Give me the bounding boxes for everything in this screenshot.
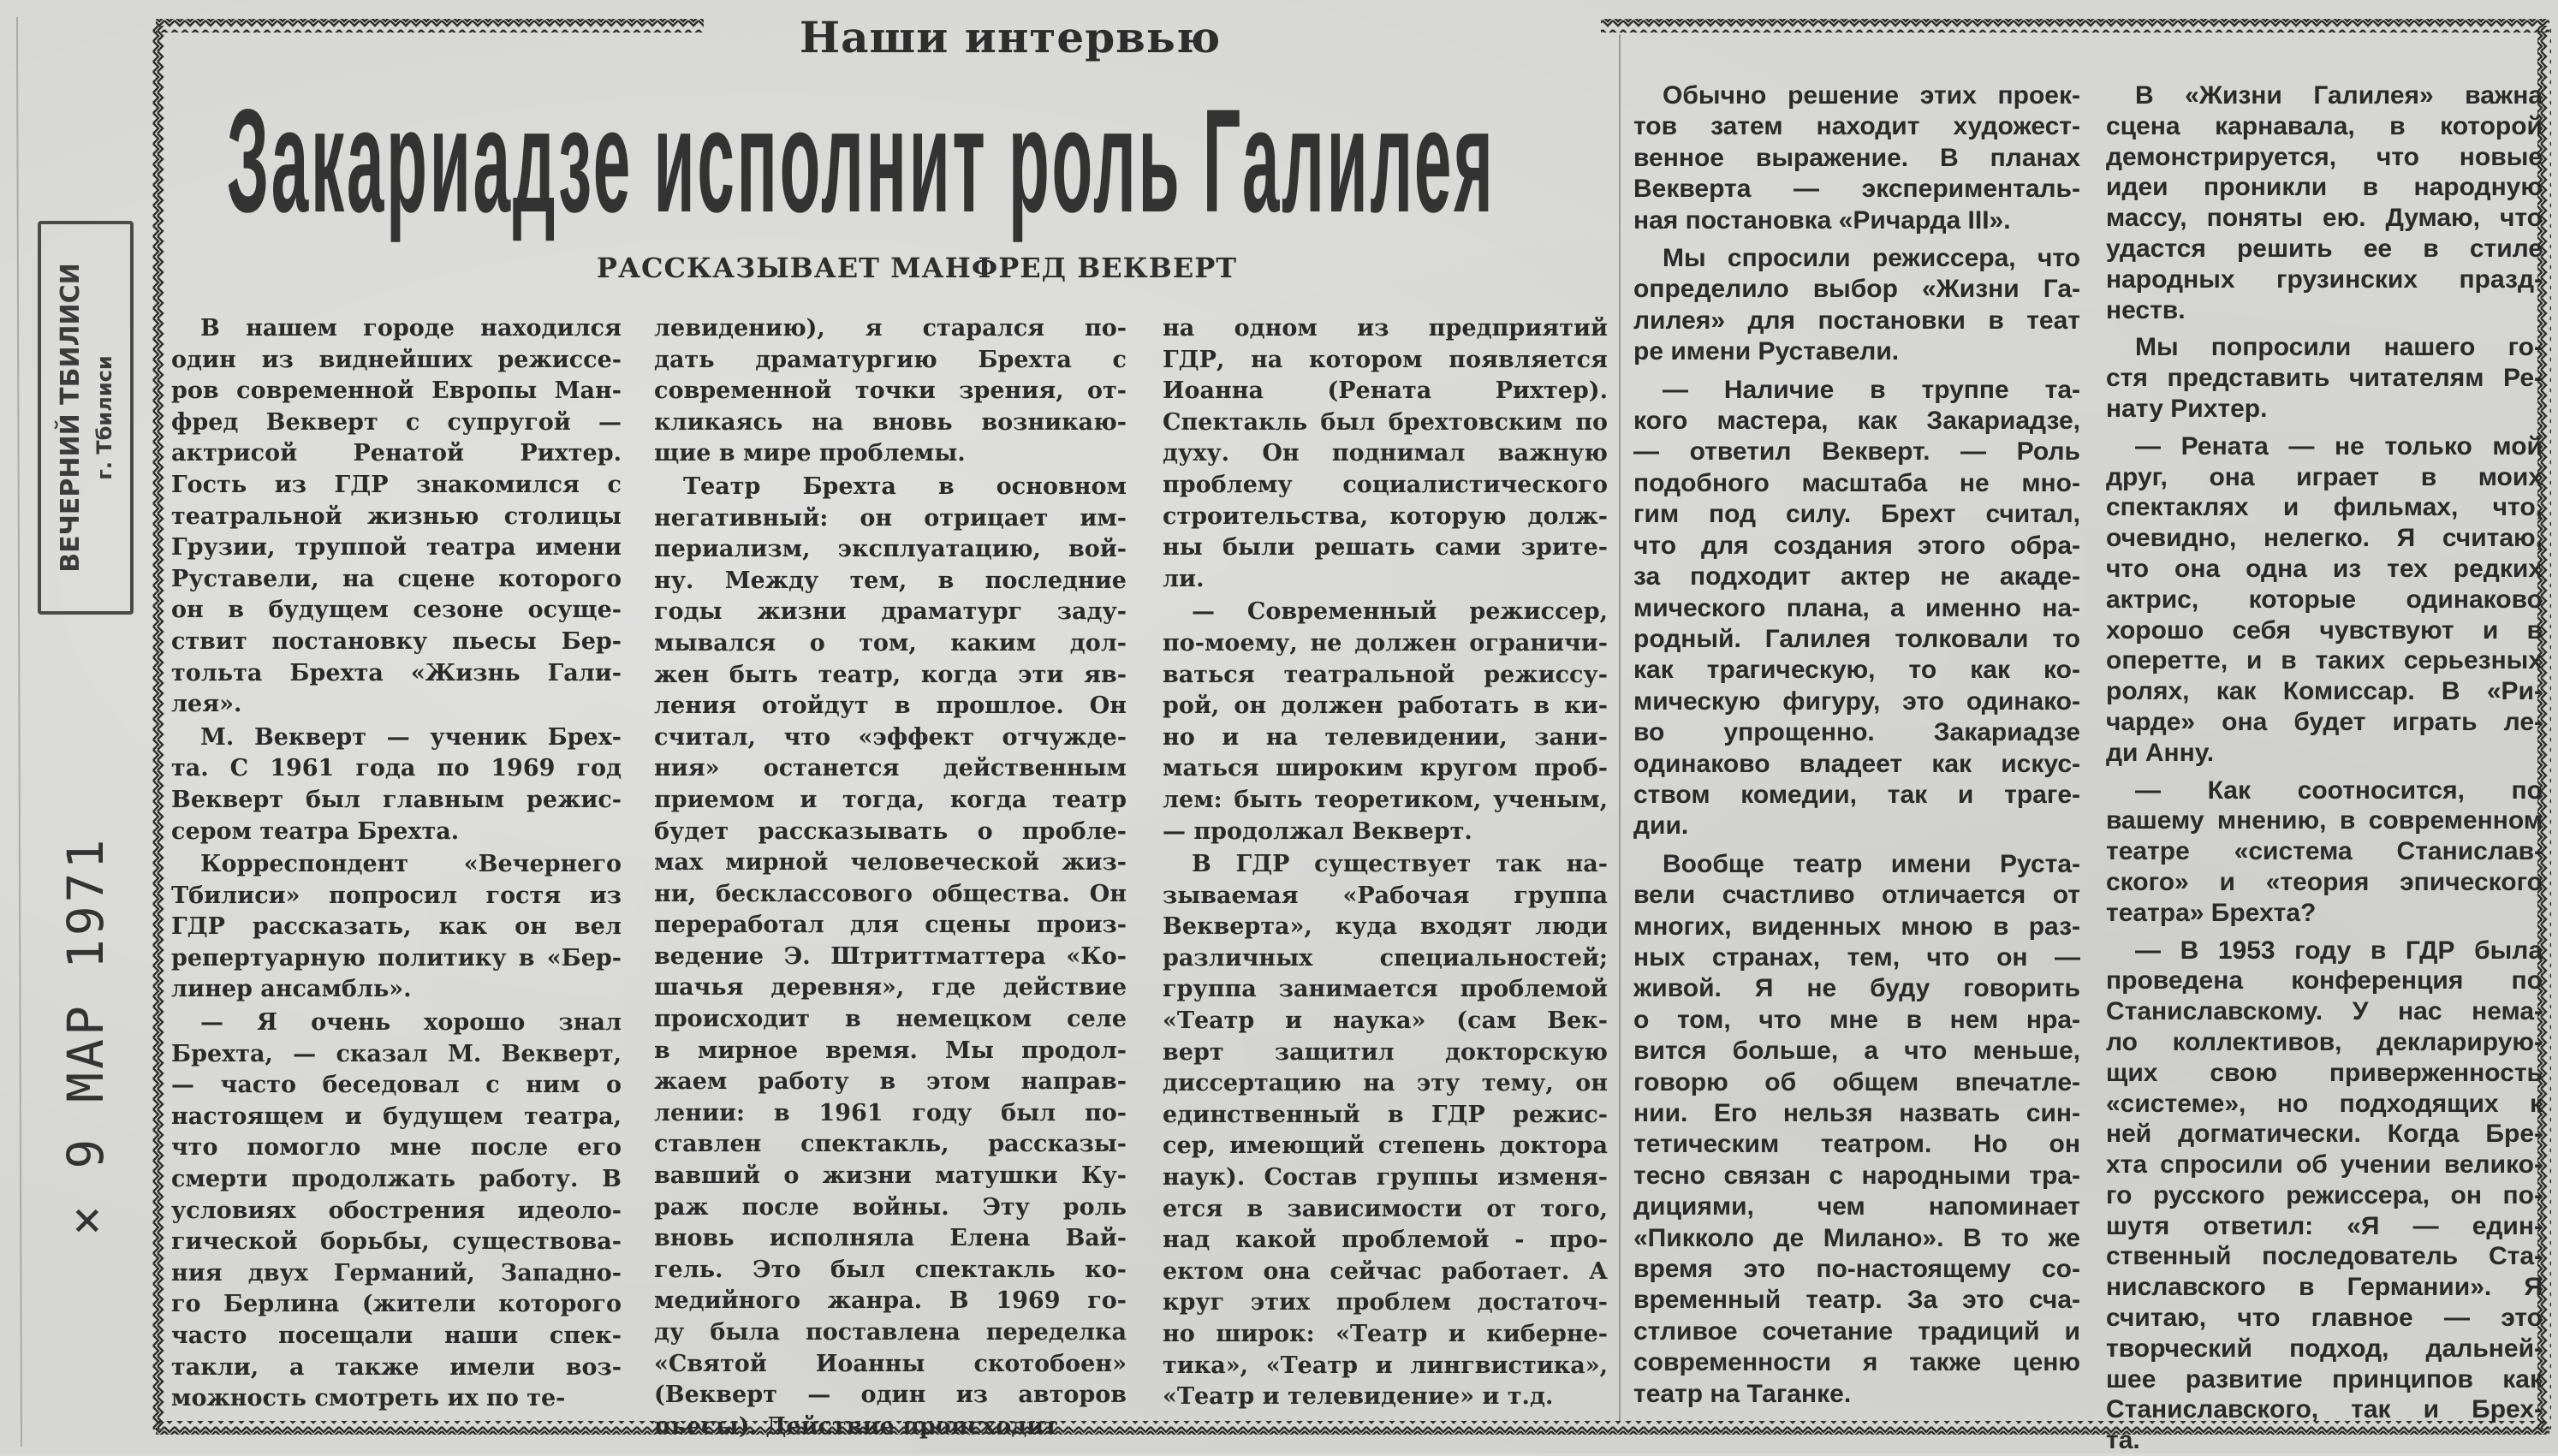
- text-line: считал, что «эффект отчужде-: [654, 723, 1127, 751]
- text-line: приемом и тогда, когда театр: [654, 786, 1127, 813]
- text-line: фред Векверт с супругой —: [171, 408, 622, 436]
- text-line: Векверта — эксперименталь-: [1633, 175, 2080, 204]
- paragraph: [1163, 849, 1608, 1413]
- text-line: единственный в ГДР режис-: [1163, 1101, 1608, 1128]
- text-line: друг, она играет в моих: [2106, 462, 2543, 491]
- text-line: в мирное время. Мы продол-: [654, 1037, 1127, 1064]
- text-line: — Рената — не только мой: [2135, 431, 2543, 461]
- paragraph: [1633, 243, 2080, 368]
- text-line: мывался о том, каким дол-: [654, 629, 1127, 657]
- text-line: гель. Это был спектакль ко-: [654, 1256, 1127, 1283]
- text-line: линер ансамбль».: [171, 976, 412, 1003]
- text-line: мах мирной человеческой жиз-: [654, 849, 1127, 877]
- text-line: ектом она сейчас работает. А: [1163, 1257, 1608, 1285]
- text-line: Обычно решение этих проек-: [1663, 81, 2080, 110]
- text-line: Грузии, труппой театра имени: [171, 534, 622, 562]
- text-line: проведена конференция по: [2106, 966, 2543, 995]
- text-line: Векверта», куда входят люди: [1163, 913, 1608, 941]
- text-line: ваться театральной режиссу-: [1163, 661, 1608, 688]
- text-line: лем: быть теоретиком, ученым,: [1163, 786, 1608, 813]
- article-column-5: [2106, 80, 2543, 1456]
- text-line: временный театр. За это сча-: [1633, 1286, 2080, 1315]
- text-line: нату Рихтер.: [2106, 394, 2268, 423]
- text-line: вашему мнению, в современном: [2106, 806, 2543, 835]
- text-line: го русского режиссера, он по-: [2106, 1180, 2543, 1209]
- text-line: мическую фигуру, это одинако-: [1633, 686, 2080, 716]
- text-line: кликаясь на вновь возникаю-: [654, 408, 1127, 436]
- text-line: лилея» для постановки в теат: [1633, 306, 2080, 335]
- text-line: он в будущем сезоне осуще-: [171, 597, 622, 624]
- paragraph: [1633, 375, 2080, 842]
- text-line: тесно связан с народными тра-: [1633, 1161, 2080, 1190]
- text-line: Гость из ГДР знакомился с: [171, 471, 622, 498]
- paragraph: [171, 722, 622, 847]
- text-line: один из виднейших режиссе-: [171, 346, 622, 373]
- text-line: «Театр и наука» (сам Век-: [1163, 1007, 1608, 1035]
- paragraph: [2106, 776, 2543, 929]
- text-line: происходит в немецком селе: [654, 1006, 1127, 1033]
- text-line: что она одна из тех редких: [2106, 554, 2543, 583]
- text-line: годы жизни драматург заду-: [654, 598, 1127, 626]
- paragraph: [654, 313, 1127, 470]
- text-line: — Современный режиссер,: [1192, 598, 1608, 626]
- text-line: круг этих проблем достаточ-: [1163, 1289, 1608, 1316]
- text-line: как трагическую, то как ко-: [1633, 656, 2080, 685]
- stamp-text: [52, 263, 119, 572]
- text-line: ского» и «теория эпического: [2106, 867, 2543, 896]
- text-line: над какой проблемой - про-: [1163, 1227, 1608, 1254]
- text-line: (Векверт — один из авторов: [654, 1382, 1127, 1409]
- text-line: щих свою приверженность: [2106, 1058, 2543, 1087]
- text-line: Корреспондент «Вечернего: [200, 851, 622, 878]
- text-line: творческий подход, дальней-: [2106, 1334, 2543, 1363]
- text-line: дии.: [1633, 811, 1689, 841]
- text-line: ди Анну.: [2106, 738, 2215, 767]
- text-line: шутя ответил: «Я — един-: [2106, 1211, 2543, 1240]
- paragraph: [654, 472, 1127, 1442]
- text-line: рой, он должен работать в ки-: [1163, 692, 1608, 720]
- text-line: о том, что мне в нем нра-: [1633, 1005, 2080, 1034]
- text-line: ре имени Руставели.: [1633, 337, 1900, 366]
- text-line: ду была поставлена переделка: [654, 1319, 1127, 1346]
- text-line: жен быть театр, когда эти яв-: [654, 661, 1127, 688]
- text-line: актрисой Ренатой Рихтер.: [171, 440, 622, 467]
- text-line: вавший о жизни матушки Ку-: [654, 1162, 1127, 1190]
- text-line: современности я также ценю: [1633, 1348, 2080, 1377]
- text-line: спектаклях и фильмах, что,: [2106, 493, 2543, 522]
- text-line: вится больше, а что меньше,: [1633, 1037, 2080, 1066]
- text-line: — В 1953 году в ГДР была: [2135, 936, 2543, 965]
- text-line: периализм, эксплуатацию, вой-: [654, 536, 1127, 563]
- text-line: ственный последователь Ста-: [2106, 1242, 2543, 1271]
- paragraph: [171, 1007, 622, 1415]
- text-line: Мы спросили режиссера, что: [1663, 244, 2080, 273]
- text-line: верт защитил докторскую: [1163, 1038, 1608, 1066]
- paragraph: [1633, 849, 2080, 1410]
- text-line: за подходит актер не акаде-: [1633, 562, 2080, 591]
- text-line: ны были решать сами зрите-: [1163, 534, 1608, 562]
- subheadline: РАССКАЗЫВАЕТ МАНФРЕД ВЕКВЕРТ: [596, 252, 1238, 284]
- paragraph: [2106, 332, 2543, 424]
- article-column-3: [1163, 313, 1608, 1413]
- text-line: вновь исполняла Елена Вай-: [654, 1225, 1127, 1252]
- text-line: раж после войны. Эту роль: [654, 1193, 1127, 1221]
- text-line: «Театр и телевидение» и т.д.: [1163, 1383, 1554, 1411]
- text-line: шачья деревня», где действие: [654, 974, 1127, 1001]
- paragraph: [1633, 80, 2080, 236]
- text-line: — продолжал Векверт.: [1163, 817, 1472, 845]
- headline-wrap: [227, 79, 1496, 243]
- text-line: по-моему, не должен ограничи-: [1163, 629, 1608, 657]
- paragraph: [2106, 431, 2543, 769]
- text-line: одинаково владеет как искус-: [1633, 749, 2080, 778]
- date-mark: × 9 МАР 1971: [57, 835, 115, 1236]
- text-line: смерти продолжать работу. В: [171, 1166, 622, 1193]
- text-line: демонстрируется, что новые: [2106, 142, 2543, 171]
- text-line: наук). Состав группы изменя-: [1163, 1164, 1608, 1192]
- text-line: Векверт был главным режис-: [171, 786, 622, 813]
- text-line: го Берлина (жители которого: [171, 1291, 622, 1318]
- text-line: — ответил Векверт. — Роль: [1633, 437, 2080, 467]
- text-line: венное выражение. В планах: [1633, 143, 2080, 172]
- text-line: чарде» она будет играть ле-: [2106, 707, 2543, 736]
- text-line: «Святой Иоанны скотобоен»: [654, 1350, 1127, 1377]
- text-line: Станиславскому. У нас нема-: [2106, 997, 2543, 1026]
- text-line: народных грузинских празд-: [2106, 264, 2543, 294]
- text-line: диссертацию на эту тему, он: [1163, 1070, 1608, 1097]
- text-line: можность смотреть их по те-: [171, 1385, 566, 1412]
- text-line: Руставели, на сцене которого: [171, 565, 622, 592]
- text-line: гим под силу. Брехт считал,: [1633, 500, 2080, 529]
- text-line: сер, имеющий степень доктора: [1163, 1132, 1608, 1160]
- text-line: негативный: он отрицает им-: [654, 504, 1127, 532]
- text-line: медийного жанра. В 1969 го-: [654, 1287, 1127, 1315]
- article-column-1: [171, 313, 622, 1415]
- text-line: вели счастливо отличается от: [1633, 881, 2080, 910]
- text-line: ления отойдут в прошлое. Он: [654, 692, 1127, 720]
- text-line: тов затем находит художест-: [1633, 112, 2080, 141]
- library-stamp: [38, 221, 134, 615]
- text-line: сером театра Брехта.: [171, 817, 460, 845]
- rubric-heading: Наши интервью: [799, 12, 1222, 62]
- paragraph: [171, 849, 622, 1006]
- text-line: театре «система Станислав-: [2106, 837, 2543, 866]
- text-line: стя представить читателям Ре-: [2106, 364, 2543, 393]
- text-line: часто посещали наши спек-: [171, 1322, 622, 1349]
- text-line: считаю, что главное — это: [2106, 1304, 2543, 1333]
- text-line: левидению), я старался по-: [654, 315, 1127, 342]
- text-line: дать драматургию Брехта с: [654, 346, 1127, 373]
- text-line: ни, бесклассового общества. Он: [654, 880, 1127, 907]
- text-line: В нашем городе находился: [200, 315, 622, 342]
- text-line: М. Векверт — ученик Брех-: [200, 723, 622, 751]
- article-column-2: [654, 313, 1127, 1442]
- text-line: Вообще театр имени Руста-: [1663, 849, 2080, 878]
- text-line: ГДР, на котором появляется: [1163, 346, 1608, 373]
- text-line: проблему социалистического: [1163, 471, 1608, 498]
- text-line: удастся решить ее в стиле: [2106, 234, 2543, 263]
- text-line: сцена карнавала, в которой: [2106, 111, 2543, 140]
- text-line: идеи проникли в народную: [2106, 173, 2543, 202]
- text-line: гической борьбы, существова-: [171, 1228, 622, 1256]
- headline: Закариадзе исполнит роль Галилея: [227, 79, 1496, 243]
- text-line: — часто беседовал с ним о: [171, 1072, 622, 1099]
- text-line: Спектакль был брехтовским по: [1163, 408, 1608, 436]
- text-line: Брехта, — сказал М. Векверт,: [171, 1040, 622, 1067]
- paragraph: [2106, 936, 2543, 1456]
- text-line: та. С 1961 года по 1969 год: [171, 755, 622, 782]
- text-line: ведение Э. Штриттматтера «Ко-: [654, 942, 1127, 970]
- text-line: щие в мире проблемы.: [654, 440, 966, 467]
- text-line: ется в зависимости от того,: [1163, 1195, 1608, 1222]
- text-line: определило выбор «Жизни Га-: [1633, 275, 2080, 304]
- text-line: ГДР рассказать, как он вел: [171, 913, 622, 941]
- paragraph: [1163, 313, 1608, 595]
- text-line: родный. Галилея толковали то: [1633, 624, 2080, 653]
- text-line: кого мастера, как Закариадзе,: [1633, 407, 2080, 436]
- text-line: что помогло мне после его: [171, 1134, 622, 1162]
- text-line: ло коллективов, декларирую-: [2106, 1027, 2543, 1056]
- text-line: ствит постановку пьесы Бер-: [171, 627, 622, 655]
- text-line: театра» Брехта?: [2106, 898, 2317, 927]
- text-line: группа занимается проблемой: [1163, 976, 1608, 1003]
- text-line: ролях, как Комиссар. В «Ри-: [2106, 677, 2543, 706]
- text-line: на одном из предприятий: [1163, 315, 1608, 342]
- text-line: Мы попросили нашего го-: [2135, 333, 2543, 362]
- text-line: репертуарную политику в «Бер-: [171, 944, 622, 972]
- text-line: тика», «Театр и лингвистика»,: [1163, 1352, 1608, 1379]
- text-line: Театр Брехта в основном: [683, 472, 1127, 500]
- text-line: жаем работу в этом направ-: [654, 1068, 1127, 1096]
- text-line: Тбилиси» попросил гостя из: [171, 882, 622, 909]
- text-line: настоящем и будущем театра,: [171, 1102, 622, 1130]
- text-line: хорошо себя чувствуют и в: [2106, 615, 2543, 645]
- text-line: многих, виденных мною в раз-: [1633, 912, 2080, 941]
- text-line: различных специальностей;: [1163, 944, 1608, 972]
- stamp-line-2: г. Тбилиси: [92, 355, 116, 480]
- text-line: говорю об общем впечатле-: [1633, 1067, 2080, 1096]
- paragraph: [1163, 597, 1608, 847]
- text-line: будет рассказывать о пробле-: [654, 817, 1127, 845]
- text-line: пьесы). Действие происходит: [654, 1412, 1059, 1440]
- text-line: но широк: «Театр и киберне-: [1163, 1321, 1608, 1347]
- text-line: нии. Его нельзя назвать син-: [1633, 1099, 2080, 1127]
- text-line: ниславского в Германии». Я: [2106, 1273, 2543, 1302]
- text-line: дициями, чем напоминает: [1633, 1192, 2080, 1221]
- text-line: переработал для сцены произ-: [654, 912, 1127, 939]
- text-line: В ГДР существует так на-: [1192, 851, 1608, 878]
- text-line: тетическим театром. Но он: [1633, 1130, 2080, 1159]
- text-line: неств.: [2106, 295, 2186, 324]
- text-line: ну. Между тем, в последние: [654, 567, 1127, 594]
- text-line: Иоанна (Рената Рихтер).: [1163, 377, 1608, 405]
- text-line: очевидно, нелегко. Я считаю,: [2106, 524, 2543, 553]
- text-line: мического плана, а именно на-: [1633, 593, 2080, 622]
- text-line: зываемая «Рабочая группа: [1163, 882, 1608, 909]
- stamp-line-1: ВЕЧЕРНИЙ ТБИЛИСИ: [56, 263, 86, 573]
- text-line: оперетте, и в таких серьезных: [2106, 646, 2543, 675]
- text-line: маться широким кругом проб-: [1163, 755, 1608, 782]
- text-line: «Пикколо де Милано». В то же: [1633, 1223, 2080, 1252]
- text-line: ством комедии, так и траге-: [1633, 780, 2080, 809]
- text-line: лея».: [171, 691, 242, 718]
- text-line: строительства, которую долж-: [1163, 502, 1608, 530]
- paragraph: [171, 313, 622, 721]
- text-line: «системе», но подходящих к: [2106, 1089, 2543, 1118]
- text-line: театральной жизнью столицы: [171, 502, 622, 530]
- text-line: ней догматически. Когда Бре-: [2106, 1120, 2543, 1149]
- frame-top-right: [1601, 19, 2549, 33]
- text-line: ных странах, тем, что он —: [1633, 942, 2080, 972]
- text-line: ная постановка «Ричарда III».: [1633, 205, 2011, 235]
- frame-left: [152, 26, 166, 1429]
- text-line: — Я очень хорошо знал: [200, 1009, 622, 1037]
- text-line: шее развитие принципов как: [2106, 1364, 2543, 1394]
- text-line: время это по-настоящему со-: [1633, 1255, 2080, 1284]
- text-line: такли, а также имели воз-: [171, 1353, 622, 1381]
- text-line: ния» останется действенным: [654, 755, 1127, 782]
- text-line: подобного масштаба не мно-: [1633, 468, 2080, 497]
- text-line: живой. Я не буду говорить: [1633, 974, 2080, 1003]
- text-line: ния двух Германий, Западно-: [171, 1259, 622, 1287]
- text-line: духу. Он поднимал важную: [1163, 440, 1608, 467]
- text-line: — Как соотносится, по: [2135, 776, 2543, 805]
- text-line: но и на телевидении, зани-: [1163, 723, 1608, 751]
- text-line: современной точки зрения, от-: [654, 377, 1127, 405]
- text-line: стливое сочетание традиций и: [1633, 1316, 2080, 1346]
- text-line: лении: в 1961 году был по-: [654, 1099, 1127, 1126]
- text-line: массу, поняты ею. Думаю, что: [2106, 204, 2543, 233]
- text-line: ставлен спектакль, рассказы-: [654, 1131, 1127, 1158]
- text-line: та.: [2106, 1426, 2140, 1455]
- text-line: что для создания этого обра-: [1633, 531, 2080, 560]
- text-line: — Наличие в труппе та-: [1663, 375, 2080, 404]
- article-column-4: [1633, 80, 2080, 1410]
- text-line: Станиславского, так и Брех-: [2106, 1395, 2543, 1424]
- text-line: условиях обострения идеоло-: [171, 1197, 622, 1224]
- frame-top-left: [156, 19, 704, 33]
- text-line: актрис, которые одинаково: [2106, 585, 2543, 614]
- text-line: тольта Брехта «Жизнь Гали-: [171, 659, 622, 686]
- text-line: В «Жизни Галилея» важна: [2135, 81, 2543, 110]
- paragraph: [2106, 80, 2543, 325]
- text-line: во упрощенно. Закариадзе: [1633, 718, 2080, 747]
- text-line: ров современной Европы Ман-: [171, 377, 622, 405]
- text-line: хта спросили об учении велико-: [2106, 1150, 2543, 1180]
- text-line: ли.: [1163, 565, 1205, 592]
- text-line: театр на Таганке.: [1633, 1379, 1852, 1408]
- clipping-edge: [17, 17, 21, 1447]
